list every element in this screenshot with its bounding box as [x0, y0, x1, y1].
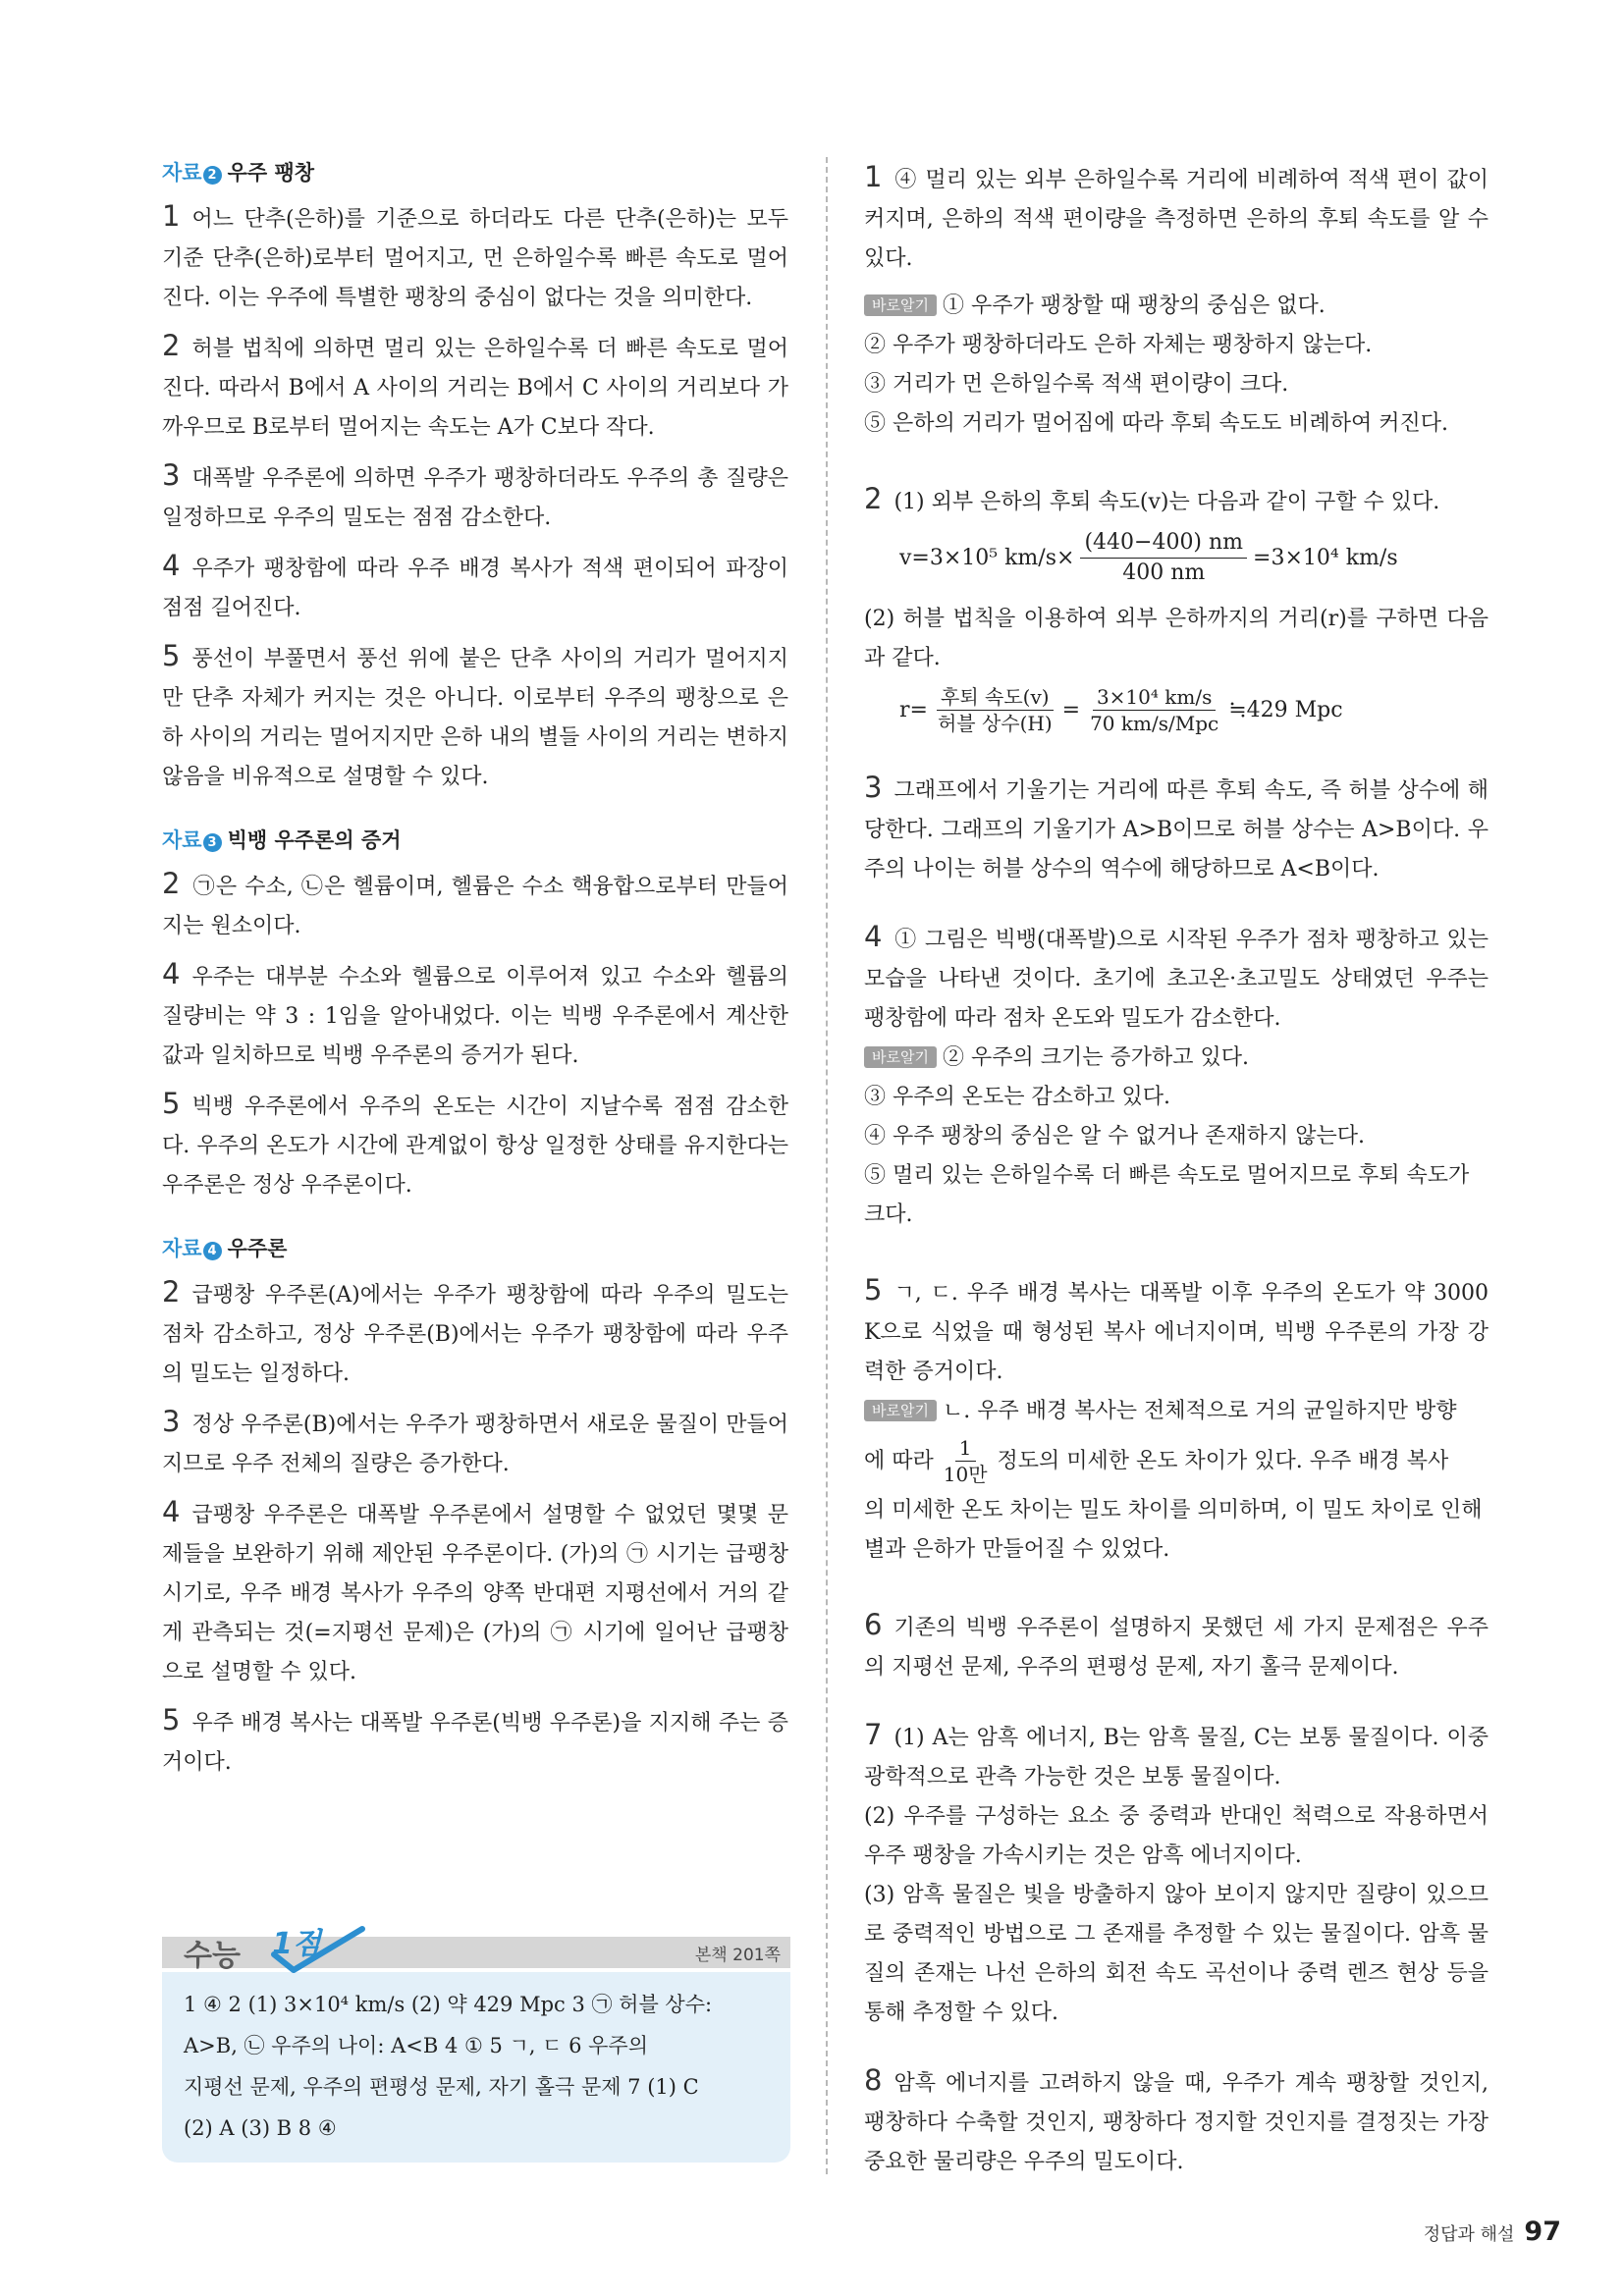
fraction: $\frac{(440-400) nm}{400 nm}$	[1080, 528, 1247, 588]
page-number: 97	[1524, 2216, 1561, 2247]
section-tag: 자료	[162, 828, 202, 852]
explanation-text: (2) 허블 법칙을 이용하여 외부 은하까지의 거리(r)를 구하면 다음과 같다.	[864, 607, 1489, 670]
correction-badge: 바로알기	[864, 294, 937, 316]
distance-formula: r= $\frac{\text{후퇴 속도(v)}}{\text{허블 상수(H)}}$ = $\frac{\text{3×10⁴ km/s}}{\text{70 km/s/Mpc}}$ ≒429 Mpc	[899, 685, 1343, 735]
explanation-item: 5 빅뱅 우주론에서 우주의 온도는 시간이 지날수록 점점 감소한다. 우주의 온도가 시간에 관계없이 항상 일정한 상태를 유지한다는 우주론은 정상 우주론이다.	[162, 1087, 788, 1198]
section-number-badge: 3	[203, 833, 222, 852]
correction-badge: 바로알기	[864, 1046, 937, 1068]
quick-answer-box	[162, 1919, 790, 2163]
section-tag: 자료	[162, 1237, 202, 1260]
fraction: $\frac{1}{\text{10만}}$	[943, 1436, 988, 1486]
column-divider	[826, 157, 828, 2174]
section-tag: 자료	[162, 161, 202, 185]
answer-line: A>B, ㉡ 우주의 나이: A<B 4 ① 5 ㄱ, ㄷ 6 우주의	[184, 2034, 649, 2057]
section-number-badge: 2	[203, 166, 222, 185]
explanation-item: 2 (1) 외부 은하의 후퇴 속도(v)는 다음과 같이 구할 수 있다.	[864, 482, 1440, 515]
right-column: 1 ④ 멀리 있는 외부 은하일수록 거리에 비례하여 적색 편이 값이 커지며, 은하의 적색 편이량을 측정하면 은하의 후퇴 속도를 알 수 있다. 바로알기 ① 우주가 팽창할 때 팽창의 중심은 없다. ② 우주가 팽창하더라도 은하 자체는 팽창하지 않는다. ③ 거리가 먼 은하일수록 적색 편이량이 크다. ⑤ 은하의 거리가 멀어짐에 따라 후퇴 속도도 비례하여 커진다. 2 (1) 외부 은하의 후퇴 속도(v)는 다음과 같이 구할 수 있다. v=3×10⁵ km/s× $\frac{(440-400) nm}{400 nm}$ =3×10⁴ km/s (2) 허블 법칙을 이용하여 외부 은하까지의 거리(r)를 구하면 다음과 같다. r= $\frac{\text{후퇴 속도(v)}}{\text{허블 상수(H)}}$ = $\frac{\text{3×10⁴ km/s}}{\text{70 km/s/Mpc}}$ ≒429 Mpc 3 그래프에서 기울기는 거리에 따른 후퇴 속도, 즉 허블 상수에 해당한다. 그래프의 기울기가 A>B이므로 허블 상수는 A>B이다. 우주의 나이는 허블 상수의 역수에 해당하므로 A<B이다. 4 ① 그림은 빅뱅(대폭발)으로 시작된 우주가 점차 팽창하고 있는 모습을 나타낸 것이다. 초기에 초고온·초고밀도 상태였던 우주는 팽창함에 따라 점차 온도와 밀도가 감소한다. 바로알기 ② 우주의 크기는 증가하고 있다. ③ 우주의 온도는 감소하고 있다. ④ 우주 팽창의 중심은 알 수 없거나 존재하지 않는다. ⑤ 멀리 있는 은하일수록 더 빠른 속도로 멀어지므로 후퇴 속도가 크다. 5 ㄱ, ㄷ. 우주 배경 복사는 대폭발 이후 우주의 온도가 약 3000 K으로 식었을 때 형성된 복사 에너지이며, 빅뱅 우주론의 가장 강력한 증거이다. 바로알기 ㄴ. 우주 배경 복사는 전체적으로 거의 균일하지만 방향 에 따라 $\frac{1}{\text{10만}}$ 정도의 미세한 온도 차이가 있다. 우주 배경 복사 의 미세한 온도 차이는 밀도 차이를 의미하며, 이 밀도 차이로 인해 별과 은하가 만들어질 수 있었다. 6 기존의 빅뱅 우주론이 설명하지 못했던 세 가지 문제점은 우주의 지평선 문제, 우주의 편평성 문제, 자기 홀극 문제이다. 7 (1) A는 암흑 에너지, B는 암흑 물질, C는 보통 물질이다. 이중 광학적으로 관측 가능한 것은 보통 물질이다. (2) 우주를 구성하는 요소 중 중력과 반대인 척력으로 작용하면서 우주 팽창을 가속시키는 것은 암흑 에너지이다. (3) 암흑 물질은 빛을 방출하지 않아 보이지 않지만 질량이 있으므로 중력적인 방법으로 그 존재를 추정할 수 있는 물질이다. 암흑 물질의 존재는 나선 은하의 회전 속도 곡선이나 중력 렌즈 현상 등을 통해 추정할 수 있다. 8 암흑 에너지를 고려하지 않을 때, 우주가 계속 팽창할 것인지, 팽창하다 수축할 것인지, 팽창하다 정지할 것인지를 결정짓는 가장 중요한 물리량은 우주의 밀도이다.	[864, 157, 1489, 2190]
explanation-item: 3 정상 우주론(B)에서는 우주가 팽창하면서 새로운 물질이 만들어지므로 우주 전체의 질량은 증가한다.	[162, 1405, 788, 1476]
explanation-item: 2 ㉠은 수소, ㉡은 헬륨이며, 헬륨은 수소 핵융합으로부터 만들어지는 원소이다.	[162, 867, 788, 938]
explanation-item: 1 어느 단추(은하)를 기준으로 하더라도 다른 단추(은하)는 모두 기준 단추(은하)로부터 멀어지고, 먼 은하일수록 빠른 속도로 멀어진다. 이는 우주에 특별한 팽창의 중심이 없다는 것을 의미한다.	[162, 199, 788, 310]
explanation-item: 4 우주가 팽창함에 따라 우주 배경 복사가 적색 편이되어 파장이 점점 길어진다.	[162, 549, 788, 620]
explanation-item: 1 ④ 멀리 있는 외부 은하일수록 거리에 비례하여 적색 편이 값이 커지며, 은하의 적색 편이량을 측정하면 은하의 후퇴 속도를 알 수 있다.	[864, 160, 1489, 271]
answer-box-body	[162, 1972, 790, 2163]
explanation-item: 5 ㄱ, ㄷ. 우주 배경 복사는 대폭발 이후 우주의 온도가 약 3000 K으로 식었을 때 형성된 복사 에너지이며, 빅뱅 우주론의 가장 강력한 증거이다.	[864, 1273, 1489, 1384]
explanation-item: 5 우주 배경 복사는 대폭발 우주론(빅뱅 우주론)을 지지해 주는 증거이다.	[162, 1703, 788, 1775]
explanation-item: 3 그래프에서 기울기는 거리에 따른 후퇴 속도, 즉 허블 상수에 해당한다. 그래프의 기울기가 A>B이므로 허블 상수는 A>B이다. 우주의 나이는 허블 상수의 역수에 해당하므로 A<B이다.	[864, 771, 1489, 881]
explanation-item: 2 허블 법칙에 의하면 멀리 있는 은하일수록 더 빠른 속도로 멀어진다. 따라서 B에서 A 사이의 거리는 B에서 C 사이의 거리보다 가까우므로 B로부터 멀어지는 속도는 A가 C보다 작다.	[162, 329, 788, 440]
section-number-badge: 4	[203, 1242, 222, 1260]
section-heading-2	[162, 157, 788, 187]
answer-line: 지평선 문제, 우주의 편평성 문제, 자기 홀극 문제 7 (1) C	[184, 2075, 699, 2099]
left-column	[162, 157, 788, 1790]
fraction: $\frac{\text{3×10⁴ km/s}}{\text{70 km/s/Mpc}}$	[1090, 685, 1219, 735]
answer-box-header	[162, 1919, 790, 1972]
velocity-formula: v=3×10⁵ km/s× $\frac{(440-400) nm}{400 nm}$ =3×10⁴ km/s	[899, 528, 1489, 588]
explanation-item: 8 암흑 에너지를 고려하지 않을 때, 우주가 계속 팽창할 것인지, 팽창하다 수축할 것인지, 팽창하다 정지할 것인지를 결정짓는 가장 중요한 물리량은 우주의 밀도이다.	[864, 2063, 1489, 2174]
answer-page-reference: 본책 201쪽	[694, 1946, 781, 1965]
section-title: 우주론	[227, 1237, 288, 1260]
page-footer	[1424, 2216, 1561, 2247]
explanation-item: 2 급팽창 우주론(A)에서는 우주가 팽창함에 따라 우주의 밀도는 점차 감소하고, 정상 우주론(B)에서는 우주가 팽창함에 따라 우주의 밀도는 일정하다.	[162, 1275, 788, 1386]
answer-line: (2) A (3) B 8 ④	[184, 2116, 337, 2140]
section-title: 우주 팽창	[227, 161, 315, 185]
answer-box-title: 수능	[184, 1939, 241, 1973]
footer-label: 정답과 해설	[1423, 2224, 1515, 2245]
section-heading-4	[162, 1233, 788, 1262]
explanation-item: 5 풍선이 부풀면서 풍선 위에 붙은 단추 사이의 거리가 멀어지지만 단추 자체가 커지는 것은 아니다. 이로부터 우주의 팽창으로 은하 사이의 거리는 멀어지지만 은하 내의 별들 사이의 거리는 변하지 않음을 비유적으로 설명할 수 있다.	[162, 639, 788, 789]
explanation-item: 4 우주는 대부분 수소와 헬륨으로 이루어져 있고 수소와 헬륨의 질량비는 약 3 : 1임을 알아내었다. 이는 빅뱅 우주론에서 계산한 값과 일치하므로 빅뱅 우주론의 증거가 된다.	[162, 957, 788, 1068]
answer-box-logo: 1점	[272, 1927, 321, 1961]
section-title: 빅뱅 우주론의 증거	[227, 828, 402, 852]
correction-badge: 바로알기	[864, 1400, 937, 1421]
section-heading-3	[162, 825, 788, 854]
explanation-item: 6 기존의 빅뱅 우주론이 설명하지 못했던 세 가지 문제점은 우주의 지평선 문제, 우주의 편평성 문제, 자기 홀극 문제이다.	[864, 1608, 1489, 1680]
explanation-item: 4 급팽창 우주론은 대폭발 우주론에서 설명할 수 없었던 몇몇 문제들을 보완하기 위해 제안된 우주론이다. (가)의 ㉠ 시기는 급팽창 시기로, 우주 배경 복사가 우주의 양쪽 반대편 지평선에서 거의 같게 관측되는 것(=지평선 문제)은 (가)의 ㉠ 시기에 일어난 급팽창으로 설명할 수 있다.	[162, 1495, 788, 1684]
fraction: $\frac{\text{후퇴 속도(v)}}{\text{허블 상수(H)}}$	[937, 685, 1053, 735]
explanation-item: 3 대폭발 우주론에 의하면 우주가 팽창하더라도 우주의 총 질량은 일정하므로 우주의 밀도는 점점 감소한다.	[162, 458, 788, 530]
explanation-item: 7 (1) A는 암흑 에너지, B는 암흑 물질, C는 보통 물질이다. 이중 광학적으로 관측 가능한 것은 보통 물질이다.	[864, 1718, 1489, 1789]
answer-line: 1 ④ 2 (1) 3×10⁴ km/s (2) 약 429 Mpc 3 ㉠ 허블 상수:	[184, 1993, 713, 2016]
explanation-item: 4 ① 그림은 빅뱅(대폭발)으로 시작된 우주가 점차 팽창하고 있는 모습을 나타낸 것이다. 초기에 초고온·초고밀도 상태였던 우주는 팽창함에 따라 점차 온도와 밀도가 감소한다.	[864, 920, 1489, 1031]
